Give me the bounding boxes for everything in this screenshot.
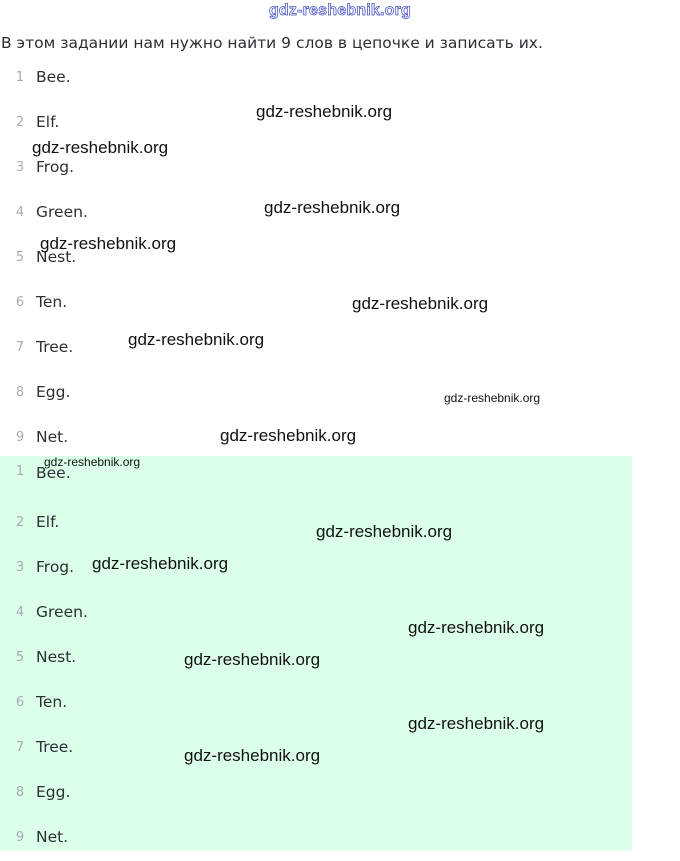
watermark: gdz-reshebnik.org bbox=[408, 618, 545, 637]
word: Green. bbox=[36, 203, 88, 221]
line-number: 2 bbox=[15, 515, 25, 530]
word: Tree. bbox=[36, 338, 74, 356]
word: Elf. bbox=[36, 513, 60, 531]
word: Nest. bbox=[36, 248, 77, 266]
line-number: 6 bbox=[15, 695, 25, 710]
list-item bbox=[0, 191, 632, 236]
list-item bbox=[0, 101, 632, 146]
word: Ten. bbox=[36, 693, 68, 711]
list-item bbox=[0, 456, 632, 501]
word: Elf. bbox=[36, 113, 60, 131]
watermark: gdz-reshebnik.org bbox=[92, 554, 229, 573]
list-item bbox=[0, 546, 632, 591]
word: Tree. bbox=[36, 738, 74, 756]
word: Nest. bbox=[36, 648, 77, 666]
list-item bbox=[0, 236, 632, 281]
line-number: 1 bbox=[15, 70, 25, 85]
word: Green. bbox=[36, 603, 88, 621]
word: Bee. bbox=[36, 464, 71, 482]
site-logo[interactable]: gdz-reshebnik.org bbox=[268, 2, 412, 19]
watermark: gdz-reshebnik.org bbox=[256, 102, 393, 121]
line-number: 5 bbox=[15, 250, 25, 265]
watermark: gdz-reshebnik.org bbox=[408, 714, 545, 733]
watermark: gdz-reshebnik.org bbox=[220, 426, 357, 445]
line-number: 9 bbox=[15, 830, 25, 845]
word: Ten. bbox=[36, 293, 68, 311]
watermark: gdz-reshebnik.org bbox=[44, 455, 141, 469]
line-number: 9 bbox=[15, 430, 25, 445]
list-item bbox=[0, 501, 632, 546]
line-number: 5 bbox=[15, 650, 25, 665]
list-item bbox=[0, 281, 632, 326]
list-item bbox=[0, 726, 632, 771]
word: Bee. bbox=[36, 68, 71, 86]
word-list bbox=[0, 56, 632, 461]
watermark: gdz-reshebnik.org bbox=[352, 294, 489, 313]
line-number: 2 bbox=[15, 115, 25, 130]
watermark: gdz-reshebnik.org bbox=[184, 746, 321, 765]
watermark: gdz-reshebnik.org bbox=[184, 650, 321, 669]
list-item bbox=[0, 326, 632, 371]
watermark: gdz-reshebnik.org bbox=[128, 330, 265, 349]
list-item bbox=[0, 636, 632, 681]
word: Egg. bbox=[36, 383, 71, 401]
line-number: 4 bbox=[15, 205, 25, 220]
list-item bbox=[0, 146, 632, 191]
watermark: gdz-reshebnik.org bbox=[444, 391, 541, 405]
list-item bbox=[0, 681, 632, 726]
list-item bbox=[0, 771, 632, 816]
line-number: 8 bbox=[15, 785, 25, 800]
list-item bbox=[0, 416, 632, 461]
word: Net. bbox=[36, 828, 69, 846]
list-item bbox=[0, 56, 632, 101]
line-number: 6 bbox=[15, 295, 25, 310]
line-number: 1 bbox=[15, 464, 25, 479]
task-intro: В этом задании нам нужно найти 9 слов в цепочке и записать их. bbox=[1, 34, 543, 52]
line-number: 7 bbox=[15, 740, 25, 755]
list-item bbox=[0, 371, 632, 416]
line-number: 4 bbox=[15, 605, 25, 620]
answer-list bbox=[0, 456, 632, 851]
watermark: gdz-reshebnik.org bbox=[32, 138, 169, 157]
line-number: 8 bbox=[15, 385, 25, 400]
watermark: gdz-reshebnik.org bbox=[40, 234, 177, 253]
list-item bbox=[0, 591, 632, 636]
word: Frog. bbox=[36, 558, 75, 576]
watermark: gdz-reshebnik.org bbox=[264, 198, 401, 217]
line-number: 7 bbox=[15, 340, 25, 355]
watermark: gdz-reshebnik.org bbox=[316, 522, 453, 541]
word: Frog. bbox=[36, 158, 75, 176]
list-item bbox=[0, 816, 632, 861]
line-number: 3 bbox=[15, 560, 25, 575]
line-number: 3 bbox=[15, 160, 25, 175]
word: Net. bbox=[36, 428, 69, 446]
word: Egg. bbox=[36, 783, 71, 801]
